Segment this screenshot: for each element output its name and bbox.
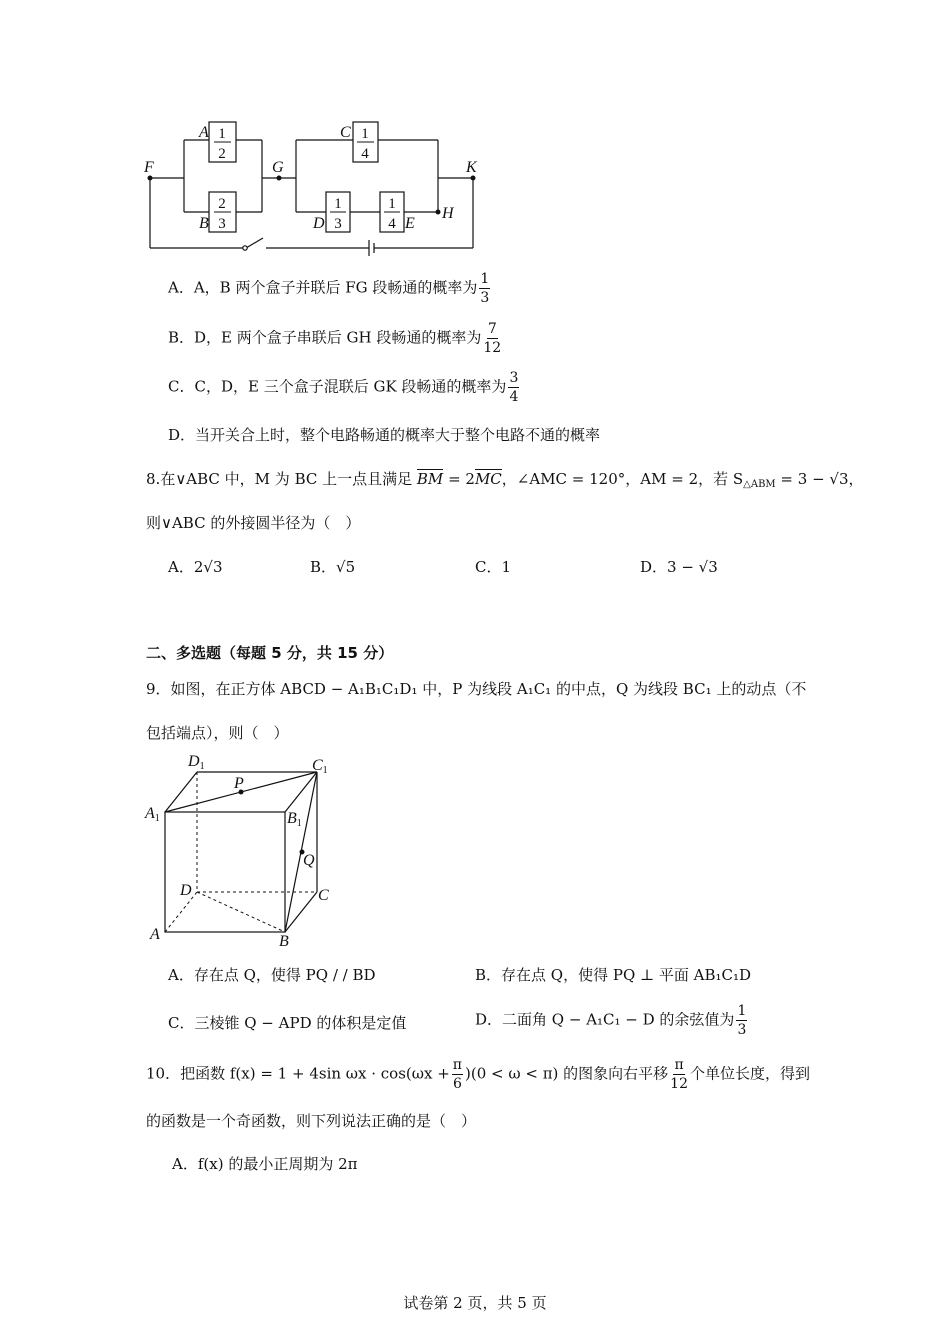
box-c-num: 1 [361,126,369,142]
label-b: B [199,215,209,232]
q8-option-d: D．3 − √3 [640,558,718,576]
cube-label-a1: A1 [145,805,160,824]
q9-option-b: B．存在点 Q，使得 PQ ⊥ 平面 AB₁C₁D [475,966,752,984]
label-a: A [199,124,209,141]
label-d: D [313,215,325,232]
q9-option-a: A．存在点 Q，使得 PQ / / BD [168,966,376,984]
box-d-num: 1 [334,196,342,212]
cube-label-c1: C1 [312,757,328,776]
box-e-den: 4 [388,216,396,232]
q8-stem-line1: 8.在∨ABC 中，M 为 BC 上一点且满足 BM = 2MC，∠AMC = 120°，AM = 2，若 $S_{\triangle ABM} = 3 - √3$， [146,470,864,490]
q10-stem-line1: 10．把函数 f(x) = 1 + 4sin ωx · cos(ωx + $\frac{\pi}{6}$ )(0 < ω < π) 的图象向右平移 $\frac{\pi}{12}$ 个单位长度，得到 [146,1057,811,1092]
q9-stem-line1: 9．如图，在正方体 ABCD − A₁B₁C₁D₁ 中，P 为线段 A₁C₁ 的中点，Q 为线段 BC₁ 上的动点（不 [146,680,807,698]
box-b-num: 2 [218,196,226,212]
q9-option-d: D．二面角 Q − A₁C₁ − D 的余弦值为 $\frac{1}{3}$ [475,1003,747,1038]
label-c: C [340,124,351,141]
q8-option-c: C．1 [475,558,512,576]
cube-label-a: A [150,926,160,943]
q7-option-a: A．A，B 两个盒子并联后 FG 段畅通的概率为 $\frac{1}{3}$ [168,271,490,306]
cube-diagram [0,740,400,955]
q8-option-a: A．2√3 [168,558,223,576]
q9-stem-line2: 包括端点），则（ ） [146,724,289,742]
label-e: E [405,215,415,232]
q7-option-d: D．当开关合上时，整个电路畅通的概率大于整个电路不通的概率 [168,426,601,444]
circuit-diagram [0,0,950,270]
cube-label-b1: B1 [287,810,302,829]
q9-option-c: C．三棱锥 Q − APD 的体积是定值 [168,1014,407,1032]
box-d-den: 3 [334,216,342,232]
q7-option-c: C．C，D，E 三个盒子混联后 GK 段畅通的概率为 $\frac{3}{4}$ [168,370,519,405]
q8-option-b: B．√5 [310,558,356,576]
label-h: H [442,205,454,222]
q8-stem-line2: 则∨ABC 的外接圆半径为（ ） [146,514,361,532]
q7-option-b: B．D，E 两个盒子串联后 GH 段畅通的概率为 $\frac{7}{12}$ [168,321,502,356]
section-title: 二、多选题（每题 5 分，共 15 分） [146,644,394,662]
label-f: F [144,159,154,176]
cube-label-q: Q [303,852,315,869]
box-c-den: 4 [361,146,369,162]
page-footer: 试卷第 2 页，共 5 页 [403,1294,547,1312]
cube-label-d: D [180,882,192,899]
cube-label-c: C [318,887,329,904]
label-k: K [466,159,477,176]
box-a-den: 2 [218,146,226,162]
q10-stem-line2: 的函数是一个奇函数，则下列说法正确的是（ ） [146,1112,477,1130]
label-g: G [272,159,284,176]
box-a-num: 1 [218,126,226,142]
q10-option-a: A．f(x) 的最小正周期为 2π [172,1155,358,1173]
cube-label-d1: D1 [188,753,205,772]
cube-label-b: B [279,933,289,950]
cube-label-p: P [234,775,244,792]
box-b-den: 3 [218,216,226,232]
box-e-num: 1 [388,196,396,212]
